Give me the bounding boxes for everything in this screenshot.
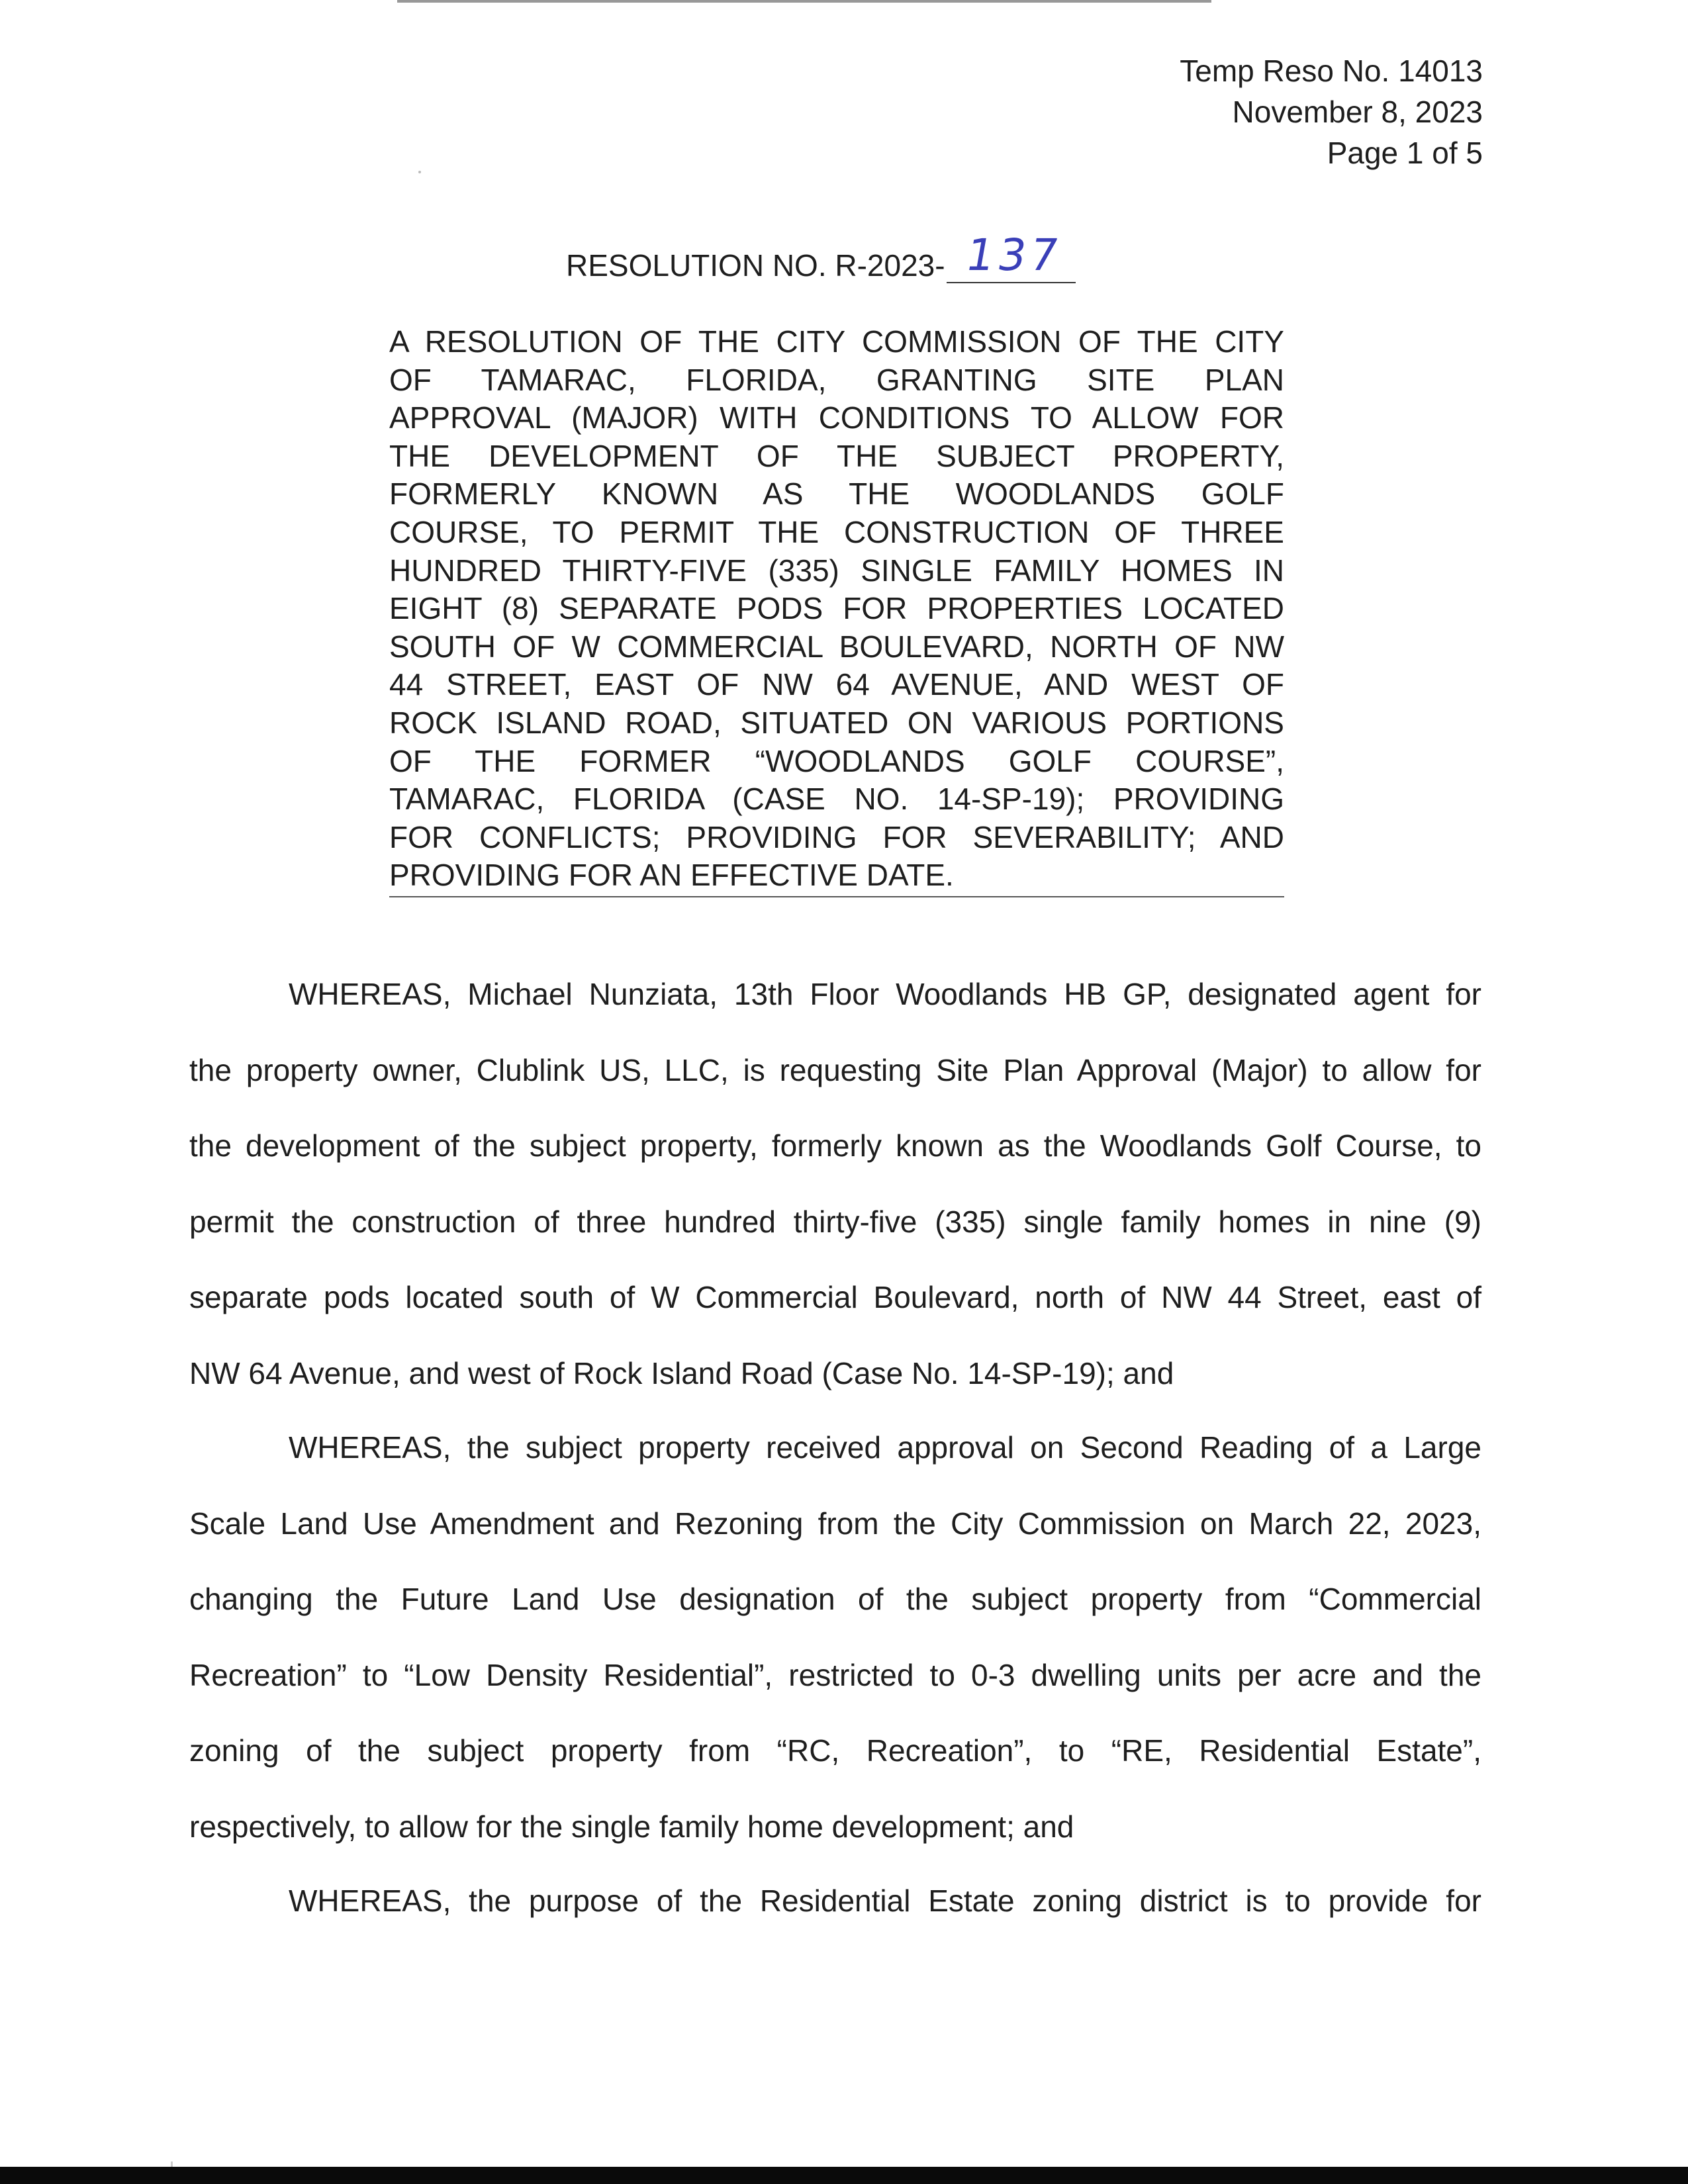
title-line: THE DEVELOPMENT OF THE SUBJECT PROPERTY,: [389, 438, 1284, 473]
resolution-label: RESOLUTION NO. R-2023-: [566, 248, 945, 283]
whereas-paragraph-2: [189, 1421, 1481, 1876]
paragraph-line: the property owner, Clublink US, LLC, is requesting Site Plan Approval (Major) to allow for: [189, 1052, 1481, 1087]
document-date: November 8, 2023: [1232, 95, 1483, 129]
handwritten-resolution-number: 137: [961, 230, 1066, 281]
title-line: FOR CONFLICTS; PROVIDING FOR SEVERABILITY; AND: [389, 819, 1284, 854]
title-line: COURSE, TO PERMIT THE CONSTRUCTION OF THREE: [389, 514, 1284, 549]
paragraph-line: Scale Land Use Amendment and Rezoning from the City Commission on March 22, 2023,: [189, 1506, 1481, 1541]
paragraph-line: WHEREAS, the subject property received approval on Second Reading of a Large: [289, 1430, 1481, 1465]
resolution-number-blank: [947, 230, 1076, 283]
title-line: ROCK ISLAND ROAD, SITUATED ON VARIOUS PORTIONS: [389, 705, 1284, 740]
title-line: HUNDRED THIRTY-FIVE (335) SINGLE FAMILY HOMES IN: [389, 553, 1284, 588]
whereas-paragraph-3: [189, 1874, 1481, 1950]
paragraph-line: zoning of the subject property from “RC, Recreation”, to “RE, Residential Estate”,: [189, 1733, 1481, 1768]
paragraph-line: WHEREAS, the purpose of the Residential Estate zoning district is to provide for: [289, 1884, 1481, 1918]
paragraph-line: WHEREAS, Michael Nunziata, 13th Floor Woodlands HB GP, designated agent for: [289, 977, 1481, 1011]
paragraph-line: changing the Future Land Use designation of the subject property from “Commercial: [189, 1582, 1481, 1616]
whereas-paragraph-1: [189, 968, 1481, 1422]
resolution-number: [566, 230, 1076, 283]
title-line: APPROVAL (MAJOR) WITH CONDITIONS TO ALLOW FOR: [389, 400, 1284, 435]
scan-top-edge: [397, 0, 1211, 3]
paragraph-line: NW 64 Avenue, and west of Rock Island Road (Case No. 14-SP-19); and: [189, 1355, 1174, 1390]
title-line: PROVIDING FOR AN EFFECTIVE DATE.: [389, 858, 954, 893]
title-line: A RESOLUTION OF THE CITY COMMISSION OF THE CITY: [389, 324, 1284, 359]
paragraph-line: separate pods located south of W Commercial Boulevard, north of NW 44 Street, east of: [189, 1280, 1481, 1314]
temp-reso-number: Temp Reso No. 14013: [1180, 54, 1483, 88]
paragraph-line: the development of the subject property, formerly known as the Woodlands Golf Course, to: [189, 1128, 1481, 1163]
title-line: EIGHT (8) SEPARATE PODS FOR PROPERTIES LOCATED: [389, 591, 1284, 626]
title-line: 44 STREET, EAST OF NW 64 AVENUE, AND WEST OF: [389, 667, 1284, 702]
paragraph-line: respectively, to allow for the single family home development; and: [189, 1809, 1074, 1844]
resolution-title: [389, 323, 1284, 897]
title-line: OF THE FORMER “WOODLANDS GOLF COURSE”,: [389, 743, 1284, 778]
paragraph-line: Recreation” to “Low Density Residential”, restricted to 0-3 dwelling units per acre and the: [189, 1657, 1481, 1692]
page-number: Page 1 of 5: [1327, 136, 1483, 170]
scan-speck: [418, 171, 421, 173]
title-line: FORMERLY KNOWN AS THE WOODLANDS GOLF: [389, 477, 1284, 512]
paragraph-line: permit the construction of three hundred thirty-five (335) single family homes in nine (9): [189, 1204, 1481, 1239]
title-line: OF TAMARAC, FLORIDA, GRANTING SITE PLAN: [389, 362, 1284, 397]
title-line: TAMARAC, FLORIDA (CASE NO. 14-SP-19); PROVIDING: [389, 782, 1284, 817]
scan-bottom-edge: [0, 2167, 1688, 2184]
document-header: [1180, 50, 1483, 173]
title-line: SOUTH OF W COMMERCIAL BOULEVARD, NORTH OF NW: [389, 629, 1284, 664]
